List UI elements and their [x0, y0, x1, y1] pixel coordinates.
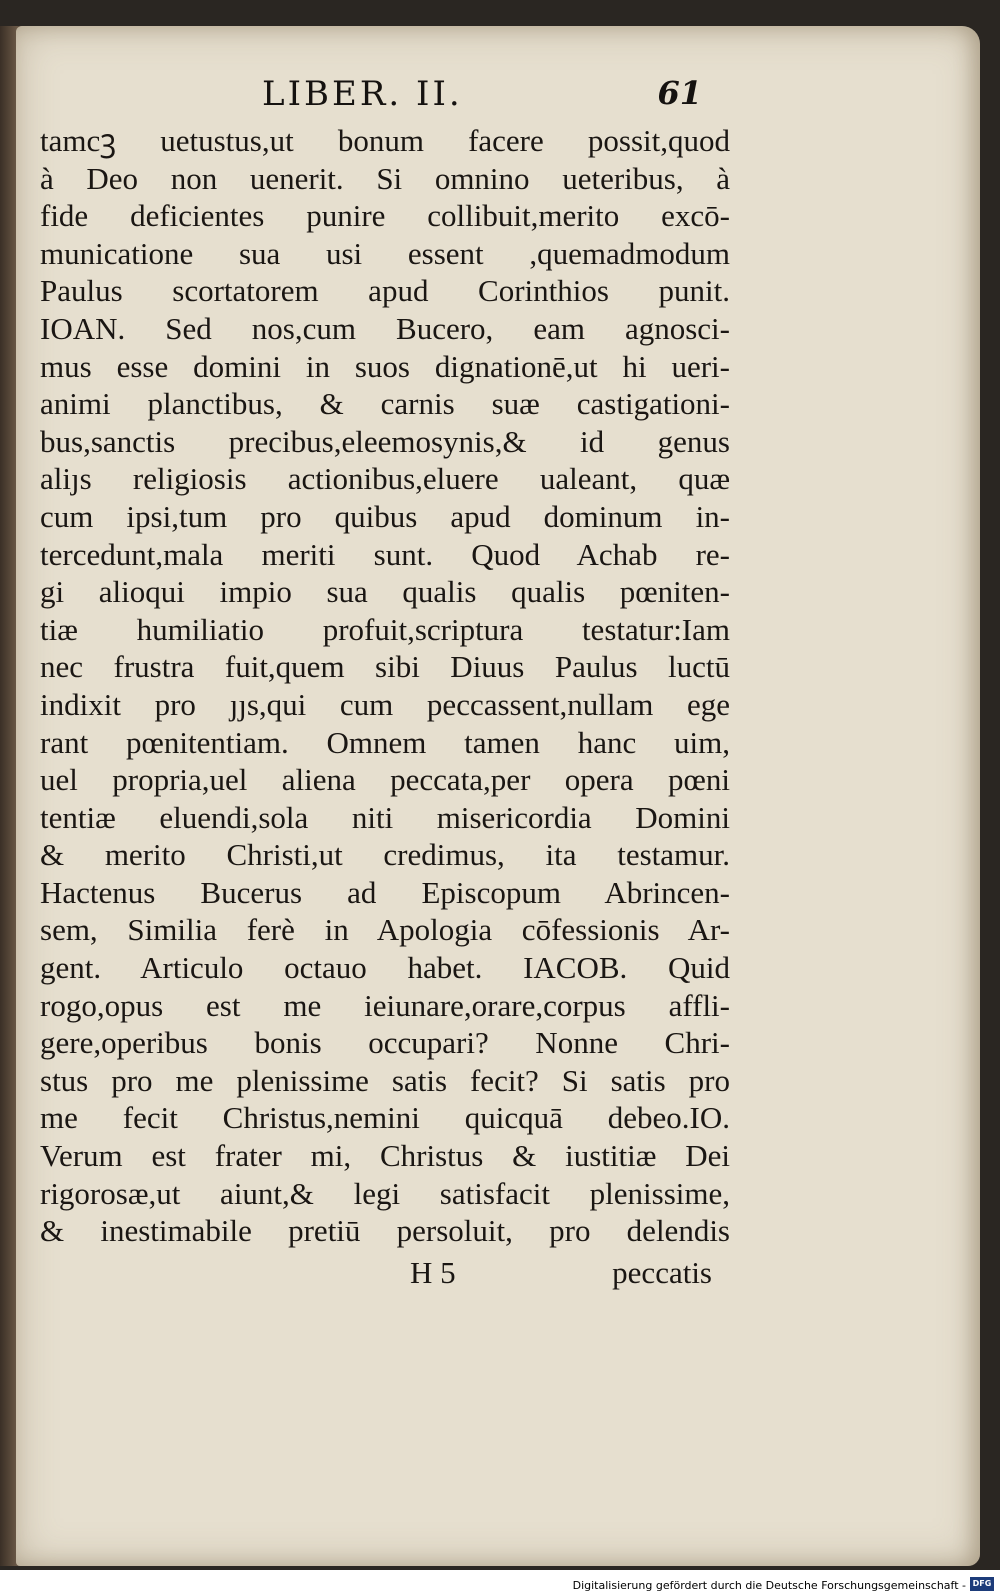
text-line: me fecit Christus,nemini quicquā debeo.IO.: [40, 1100, 730, 1136]
text-line: fide deficientes punire collibuit,merito excō-: [40, 198, 730, 234]
text-line: tercedunt,mala meriti sunt. Quod Achab re-: [40, 536, 730, 572]
text-line: gi alioqui impio sua qualis qualis pœniten-: [40, 574, 730, 610]
text-line: gere,operibus bonis occupari? Nonne Chri-: [40, 1025, 730, 1061]
running-head-title: LIBER. II.: [262, 74, 463, 114]
text-line: & merito Christi,ut credimus, ita testamur.: [40, 837, 730, 873]
text-line: gent. Articulo octauo habet. IACOB. Quid: [40, 950, 730, 986]
text-line: tiæ humiliatio profuit,scriptura testatur:Iam: [40, 611, 730, 647]
text-line: uel propria,uel aliena peccata,per opera pœni: [40, 762, 730, 798]
text-line: animi planctibus, & carnis suæ castigationi-: [40, 386, 730, 422]
page-number: 61: [657, 74, 702, 112]
text-line: IOAN. Sed nos,cum Bucero, eam agnosci-: [40, 310, 730, 346]
text-line: mus esse domini in suos dignationē,ut hi ueri-: [40, 348, 730, 384]
text-line: cum ipsi,tum pro quibus apud dominum in-: [40, 498, 730, 534]
footer-bar: [0, 1570, 1000, 1596]
text-line: tamcꝫ uetustus,ut bonum facere possit,quod: [40, 123, 730, 158]
catchword-line: [410, 1255, 712, 1295]
text-line: à Deo non uenerit. Si omnino ueteribus, à: [40, 160, 730, 196]
text-line: bus,sanctis precibus,eleemosynis,& id genus: [40, 423, 730, 459]
text-line: stus pro me plenissime satis fecit? Si satis pro: [40, 1062, 730, 1098]
body-text: [40, 122, 730, 1250]
catchword: peccatis: [612, 1255, 712, 1290]
text-line: municatione sua usi essent ,quemadmodum: [40, 235, 730, 271]
text-line: nec frustra fuit,quem sibi Diuus Paulus luctū: [40, 649, 730, 685]
text-line: & inestimabile pretiū persoluit, pro delendis: [40, 1213, 730, 1249]
text-line: aliȷs religiosis actionibus,eluere ualeant, quæ: [40, 461, 730, 497]
text-line: tentiæ eluendi,sola niti misericordia Domini: [40, 799, 730, 835]
text-line: rogo,opus est me ieiunare,orare,corpus affli-: [40, 987, 730, 1023]
dfg-logo: DFG: [970, 1577, 994, 1591]
funding-credit: Digitalisierung gefördert durch die Deutsche Forschungsgemeinschaft -: [572, 1579, 966, 1592]
text-line: sem, Similia ferè in Apologia cōfessionis Ar-: [40, 912, 730, 948]
text-line: indixit pro ȷȷs,qui cum peccassent,nullam ege: [40, 686, 730, 722]
text-line: Paulus scortatorem apud Corinthios punit.: [40, 273, 730, 309]
signature-mark: H 5: [410, 1255, 456, 1290]
text-line: rant pœnitentiam. Omnem tamen hanc uim,: [40, 724, 730, 760]
text-line: rigorosæ,ut aiunt,& legi satisfacit plenissime,: [40, 1175, 730, 1211]
running-head: [262, 74, 702, 116]
text-line: Hactenus Bucerus ad Episcopum Abrincen-: [40, 874, 730, 910]
text-line: Verum est frater mi, Christus & iustitiæ Dei: [40, 1138, 730, 1174]
